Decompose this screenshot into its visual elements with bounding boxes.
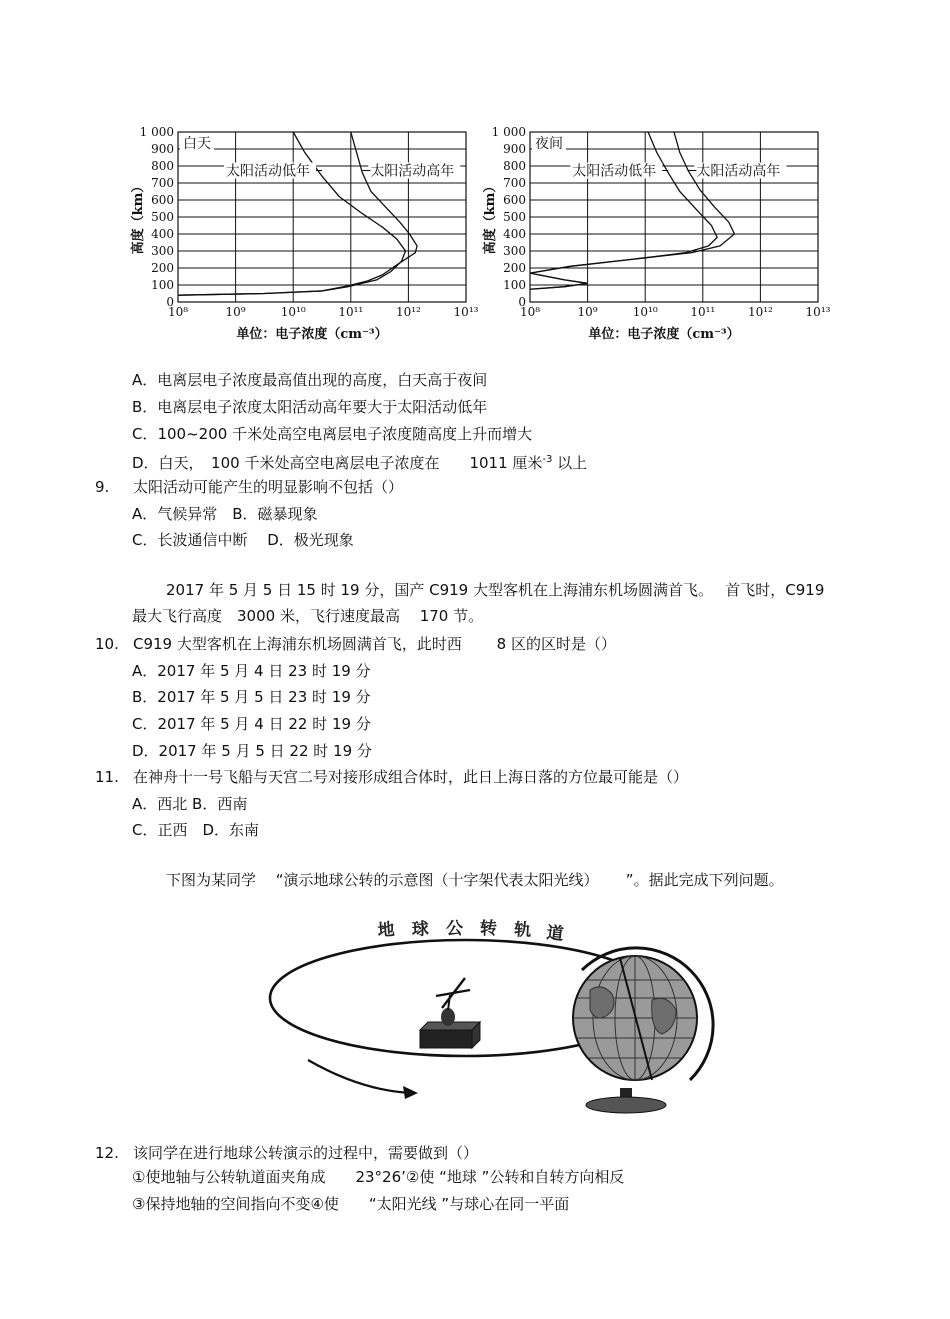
arrowhead [403, 1086, 418, 1099]
q8-option-d [132, 450, 587, 473]
globe-model [570, 948, 713, 1113]
day-chart-annotation-low-year: 太阳活动低年 [226, 163, 310, 180]
night-chart-y-tick-label: 100 [503, 278, 526, 292]
q10-option-a: A．2017 年 5 月 4 日 23 时 19 分 [132, 662, 371, 680]
q8-option-d-tail: 以上 [552, 454, 588, 472]
q11-stem [95, 767, 688, 787]
ionosphere-night-chart [480, 122, 842, 340]
night-chart-annotation-high-year: 太阳活动高年 [696, 163, 781, 180]
day-chart-y-tick-label: 500 [151, 210, 174, 224]
q12-text: 该同学在进行地球公转演示的过程中，需要做到（） [133, 1144, 479, 1162]
night-chart-y-tick-label: 0 [518, 295, 526, 309]
passage-c919-line1: 2017 年 5 月 5 日 15 时 19 分，国产 C919 大型客机在上海浦东机场圆满首飞。 首飞时，C919 [166, 581, 825, 599]
night-chart-x-tick-label: 10¹² [747, 305, 773, 319]
day-chart-panel-label: 白天 [183, 136, 211, 152]
day-chart-series-line-low-year [178, 132, 406, 295]
night-chart-x-tick-label: 10⁹ [577, 305, 598, 319]
q8-option-d-exponent: -3 [542, 454, 553, 465]
night-chart-y-tick-label: 800 [503, 159, 526, 173]
night-chart-x-axis-label: 单位：电子浓度（cm⁻³） [588, 327, 740, 340]
night-chart-y-tick-label: 1 000 [491, 125, 526, 139]
q8-option-d-text: D．白天， 100 千米处高空电离层电子浓度在 1011 厘米 [132, 454, 543, 472]
day-chart-x-tick-label: 10¹⁰ [280, 305, 306, 319]
orbit-title-char-4: 转 [480, 919, 497, 939]
q9-options-2: C．长波通信中断 D．极光现象 [132, 531, 354, 549]
sunlight-cross-model [420, 978, 480, 1048]
q8-option-b: B．电离层电子浓度太阳活动高年要大于太阳活动低年 [132, 398, 488, 416]
night-chart-y-tick-label: 600 [503, 193, 526, 207]
q9-text: 太阳活动可能产生的明显影响不包括（） [133, 478, 404, 496]
night-chart-x-tick-label: 10¹³ [805, 305, 831, 319]
day-chart-y-tick-label: 100 [151, 278, 174, 292]
passage-c919-line2: 最大飞行高度 3000 米，飞行速度最高 170 节。 [132, 607, 484, 625]
q12-stem [95, 1143, 478, 1163]
night-chart-y-tick-label: 300 [503, 244, 526, 258]
q8-option-a: A．电离层电子浓度最高值出现的高度，白天高于夜间 [132, 371, 488, 389]
night-chart-series-line-high-year [530, 132, 734, 289]
q10-number: 10. [95, 635, 119, 653]
day-chart-x-axis-label: 单位：电子浓度（cm⁻³） [236, 327, 388, 340]
night-chart-annotation-low-year: 太阳活动低年 [572, 163, 657, 180]
orbit-title-char-5: 轨 [513, 920, 532, 941]
q12-options-1: ①使地轴与公转轨道面夹角成 23°26’②使 “地球 ”公转和自转方向相反 [132, 1168, 625, 1186]
direction-arrow [308, 1060, 410, 1093]
q10-stem [95, 634, 616, 654]
night-chart-y-tick-label: 400 [503, 227, 526, 241]
q12-number: 12. [95, 1144, 119, 1162]
q11-number: 11. [95, 768, 119, 786]
night-chart-y-tick-label: 500 [503, 210, 526, 224]
orbit-title-char-6: 道 [545, 923, 565, 945]
q9-stem [95, 477, 403, 497]
day-chart-x-tick-label: 10⁹ [225, 305, 246, 319]
q10-option-c: C．2017 年 5 月 4 日 22 时 19 分 [132, 715, 371, 733]
q10-option-d: D．2017 年 5 月 5 日 22 时 19 分 [132, 742, 372, 760]
day-chart-y-tick-label: 300 [151, 244, 174, 258]
day-chart-x-tick-label: 10¹² [395, 305, 421, 319]
night-chart-x-tick-label: 10⁸ [519, 305, 541, 319]
passage-orbit-demo: 下图为某同学 “演示地球公转的示意图（十字架代表太阳光线） ”。据此完成下列问题。 [166, 871, 784, 889]
day-chart-y-tick-label: 0 [166, 295, 174, 309]
day-chart-x-tick-label: 10¹¹ [338, 305, 364, 319]
orbit-title-char-1: 地 [376, 919, 396, 941]
q10-text: C919 大型客机在上海浦东机场圆满首飞，此时西 8 区的区时是（） [133, 635, 616, 653]
ionosphere-day-chart [128, 122, 490, 340]
earth-revolution-demo-figure [260, 900, 720, 1120]
day-chart-y-tick-label: 1 000 [139, 125, 174, 139]
night-chart-x-tick-label: 10¹⁰ [632, 305, 658, 319]
orbit-title-char-2: 球 [411, 919, 430, 940]
night-chart-y-tick-label: 700 [503, 176, 526, 190]
orbit-title-char-3: 公 [446, 919, 463, 939]
day-chart-y-tick-label: 900 [151, 142, 174, 156]
day-chart-series-line-high-year [178, 132, 417, 295]
night-chart-y-tick-label: 200 [503, 261, 526, 275]
q8-option-c: C．100~200 千米处高空电离层电子浓度随高度上升而增大 [132, 425, 533, 443]
q11-text: 在神舟十一号飞船与天宫二号对接形成组合体时，此日上海日落的方位最可能是（） [133, 768, 689, 786]
day-chart-y-axis-label: 高度（km） [131, 179, 146, 255]
day-chart-y-tick-label: 600 [151, 193, 174, 207]
q9-number: 9. [95, 478, 110, 496]
q10-option-b: B．2017 年 5 月 5 日 23 时 19 分 [132, 688, 371, 706]
day-chart-y-tick-label: 400 [151, 227, 174, 241]
q11-options-2: C．正西 D．东南 [132, 821, 260, 839]
q12-options-2: ③保持地轴的空间指向不变④使 “太阳光线 ”与球心在同一平面 [132, 1195, 570, 1213]
day-chart-y-tick-label: 200 [151, 261, 174, 275]
day-chart-y-tick-label: 800 [151, 159, 174, 173]
night-chart-x-tick-label: 10¹¹ [690, 305, 716, 319]
day-chart-x-tick-label: 10⁸ [167, 305, 189, 319]
day-chart-annotation-high-year: 太阳活动高年 [370, 163, 455, 180]
night-chart-panel-label: 夜间 [535, 136, 563, 152]
day-chart-x-tick-label: 10¹³ [453, 305, 479, 319]
q9-options-1: A．气候异常 B．磁暴现象 [132, 505, 318, 523]
q11-options-1: A．西北 B．西南 [132, 795, 248, 813]
night-chart-series-line-low-year [530, 132, 717, 289]
day-chart-y-tick-label: 700 [151, 176, 174, 190]
night-chart-y-axis-label: 高度（km） [483, 179, 498, 255]
night-chart-y-tick-label: 900 [503, 142, 526, 156]
